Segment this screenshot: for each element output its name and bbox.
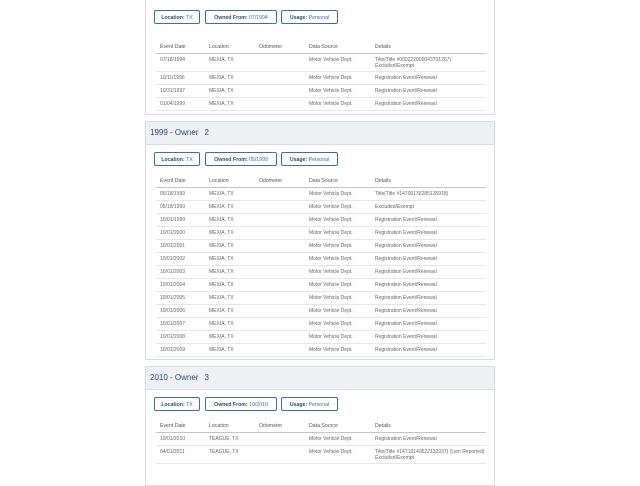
event-date-cell: 10/01/2007	[160, 321, 186, 327]
event-date-cell: 10/01/1999	[160, 217, 186, 223]
table-body	[156, 433, 486, 464]
owned-from-pill[interactable]	[205, 397, 277, 411]
location-cell: MEXIA, TX	[209, 308, 234, 314]
table-row	[156, 446, 486, 464]
owner-card-1	[145, 0, 495, 115]
owner-pills	[146, 3, 494, 29]
col-odometer: Odometer	[259, 44, 283, 50]
event-date-cell: 05/18/1999	[160, 191, 186, 197]
table-row	[156, 98, 486, 111]
data-source-cell: Motor Vehicle Dept.	[309, 256, 353, 262]
col-data-source: Data Source	[309, 44, 338, 50]
event-date-cell: 10/01/2004	[160, 282, 186, 288]
col-location: Location	[209, 178, 229, 184]
details-cell: Registration Event/Renewal	[375, 269, 437, 275]
owned-from-pill[interactable]	[205, 10, 277, 24]
pill-value: Personal	[308, 402, 330, 408]
pill-label: Usage:	[289, 157, 308, 163]
event-date-cell: 10/11/1996	[160, 75, 185, 81]
details-cell: Registration Event/Renewal	[375, 101, 437, 107]
details-cell: Registration Event/Renewal	[375, 243, 437, 249]
data-source-cell: Motor Vehicle Dept.	[309, 88, 353, 94]
pill-value: 07/1994	[249, 15, 268, 21]
pill-value: Personal	[308, 15, 330, 21]
owner-card-3	[145, 366, 495, 486]
details-cell: Registration Event/Renewal	[375, 334, 437, 340]
data-source-cell: Motor Vehicle Dept.	[309, 243, 353, 249]
event-date-cell: 07/18/1994	[160, 57, 186, 63]
data-source-cell: Motor Vehicle Dept.	[309, 75, 353, 81]
table-row	[156, 279, 486, 292]
location-cell: MEXIA, TX	[209, 75, 234, 81]
col-event-date: Event Date	[160, 423, 186, 429]
pill-label: Owned From:	[214, 402, 248, 408]
table-row	[156, 253, 486, 266]
event-date-cell: 10/01/2005	[160, 295, 186, 301]
location-cell: MEXIA, TX	[209, 243, 234, 249]
location-cell: MEXIA, TX	[209, 191, 234, 197]
events-table	[156, 41, 486, 111]
pill-label: Location:	[161, 402, 185, 408]
owner-pills	[146, 390, 494, 416]
usage-pill[interactable]	[281, 10, 338, 24]
event-date-cell: 10/01/2003	[160, 269, 186, 275]
table-row	[156, 227, 486, 240]
owner-pills	[146, 145, 494, 171]
data-source-cell: Motor Vehicle Dept.	[309, 282, 353, 288]
col-odometer: Odometer	[259, 178, 283, 184]
col-location: Location	[209, 423, 229, 429]
event-date-cell: 10/01/2001	[160, 243, 186, 249]
table-row	[156, 292, 486, 305]
data-source-cell: Motor Vehicle Dept.	[309, 449, 353, 455]
table-row	[156, 240, 486, 253]
table-header	[156, 175, 486, 188]
col-event-date: Event Date	[160, 44, 186, 50]
details-cell: Registration Event/Renewal	[375, 321, 437, 327]
pill-value: Personal	[308, 157, 330, 163]
table-body	[156, 54, 486, 111]
location-cell: MEXIA, TX	[209, 347, 234, 353]
pill-value: 10/2010	[249, 402, 268, 408]
event-date-cell: 10/01/2010	[160, 436, 186, 442]
data-source-cell: Motor Vehicle Dept.	[309, 57, 353, 63]
table-row	[156, 201, 486, 214]
owner-card-2	[145, 121, 495, 360]
table-row	[156, 188, 486, 201]
details-cell: Registration Event/Renewal	[375, 347, 437, 353]
owned-from-pill[interactable]	[205, 152, 277, 166]
data-source-cell: Motor Vehicle Dept.	[309, 334, 353, 340]
owner-header	[146, 367, 494, 390]
owner-number: 3	[204, 373, 209, 382]
location-pill[interactable]	[154, 152, 200, 166]
location-pill[interactable]	[154, 10, 200, 24]
event-date-cell: 10/01/2006	[160, 308, 186, 314]
usage-pill[interactable]	[281, 152, 338, 166]
col-data-source: Data Source	[309, 423, 338, 429]
table-row	[156, 331, 486, 344]
table-row	[156, 214, 486, 227]
table-body	[156, 188, 486, 357]
col-odometer: Odometer	[259, 423, 283, 429]
details-cell: Title(Title #00022200004370126​7) Excluded/Exempt	[375, 57, 452, 69]
details-cell: Registration Event/Renewal	[375, 308, 437, 314]
data-source-cell: Motor Vehicle Dept.	[309, 308, 353, 314]
col-details: Details	[375, 423, 391, 429]
details-cell: Registration Event/Renewal	[375, 282, 437, 288]
pill-label: Owned From:	[214, 15, 248, 21]
col-location: Location	[209, 44, 229, 50]
owner-title: 1999 - Owner	[150, 128, 199, 137]
location-cell: MEXIA, TX	[209, 57, 234, 63]
event-date-cell: 04/01/2011	[160, 449, 185, 455]
data-source-cell: Motor Vehicle Dept.	[309, 230, 353, 236]
location-cell: MEXIA, TX	[209, 230, 234, 236]
event-date-cell: 01/04/1999	[160, 101, 186, 107]
details-cell: Registration Event/Renewal	[375, 230, 437, 236]
owner-title: 2010 - Owner	[150, 373, 199, 382]
table-row	[156, 72, 486, 85]
col-details: Details	[375, 44, 391, 50]
location-cell: MEXIA, TX	[209, 101, 234, 107]
col-data-source: Data Source	[309, 178, 338, 184]
events-table	[156, 175, 486, 357]
location-cell: MEXIA, TX	[209, 334, 234, 340]
data-source-cell: Motor Vehicle Dept.	[309, 347, 353, 353]
data-source-cell: Motor Vehicle Dept.	[309, 204, 353, 210]
details-cell: Excluded/Exempt	[375, 204, 414, 210]
owner-number: 2	[204, 128, 209, 137]
location-cell: MEXIA, TX	[209, 256, 234, 262]
event-date-cell: 10/01/2009	[160, 347, 186, 353]
col-event-date: Event Date	[160, 178, 186, 184]
table-header	[156, 420, 486, 433]
pill-value: TX	[186, 15, 193, 21]
location-cell: TEAGUE, TX	[209, 449, 239, 455]
details-cell: Title(Title #14710140622132937) (Lien Reported) Excluded/Exempt	[375, 449, 485, 461]
location-cell: MEXIA, TX	[209, 88, 234, 94]
location-cell: MEXIA, TX	[209, 204, 234, 210]
location-cell: TEAGUE, TX	[209, 436, 239, 442]
data-source-cell: Motor Vehicle Dept.	[309, 101, 353, 107]
event-date-cell: 05/18/1999	[160, 204, 186, 210]
details-cell: Registration Event/Renewal	[375, 256, 437, 262]
table-row	[156, 433, 486, 446]
table-row	[156, 85, 486, 98]
details-cell: Registration Event/Renewal	[375, 88, 437, 94]
location-pill[interactable]	[154, 397, 200, 411]
location-cell: MEXIA, TX	[209, 217, 234, 223]
data-source-cell: Motor Vehicle Dept.	[309, 191, 353, 197]
event-date-cell: 10/01/2002	[160, 256, 186, 262]
data-source-cell: Motor Vehicle Dept.	[309, 269, 353, 275]
col-details: Details	[375, 178, 391, 184]
usage-pill[interactable]	[281, 397, 338, 411]
table-row	[156, 305, 486, 318]
details-cell: Title(Title #14700136285135918)	[375, 191, 449, 197]
pill-value: TX	[186, 157, 193, 163]
location-cell: MEXIA, TX	[209, 321, 234, 327]
data-source-cell: Motor Vehicle Dept.	[309, 321, 353, 327]
location-cell: MEXIA, TX	[209, 269, 234, 275]
pill-label: Owned From:	[214, 157, 248, 163]
pill-label: Location:	[161, 157, 185, 163]
table-header	[156, 41, 486, 54]
event-date-cell: 10/01/2000	[160, 230, 186, 236]
location-cell: MEXIA, TX	[209, 295, 234, 301]
pill-value: 05/1999	[249, 157, 268, 163]
data-source-cell: Motor Vehicle Dept.	[309, 295, 353, 301]
events-table	[156, 420, 486, 464]
table-row	[156, 344, 486, 357]
event-date-cell: 10/31/1997	[160, 88, 186, 94]
details-cell: Registration Event/Renewal	[375, 75, 437, 81]
owner-header	[146, 122, 494, 145]
data-source-cell: Motor Vehicle Dept.	[309, 436, 353, 442]
table-row	[156, 266, 486, 279]
pill-label: Usage:	[289, 15, 308, 21]
details-cell: Registration Event/Renewal	[375, 295, 437, 301]
pill-label: Usage:	[289, 402, 308, 408]
data-source-cell: Motor Vehicle Dept.	[309, 217, 353, 223]
table-row	[156, 318, 486, 331]
details-cell: Registration Event/Renewal	[375, 436, 437, 442]
table-row	[156, 54, 486, 72]
event-date-cell: 10/01/2008	[160, 334, 186, 340]
pill-value: TX	[186, 402, 193, 408]
location-cell: MEXIA, TX	[209, 282, 234, 288]
pill-label: Location:	[161, 15, 185, 21]
details-cell: Registration Event/Renewal	[375, 217, 437, 223]
